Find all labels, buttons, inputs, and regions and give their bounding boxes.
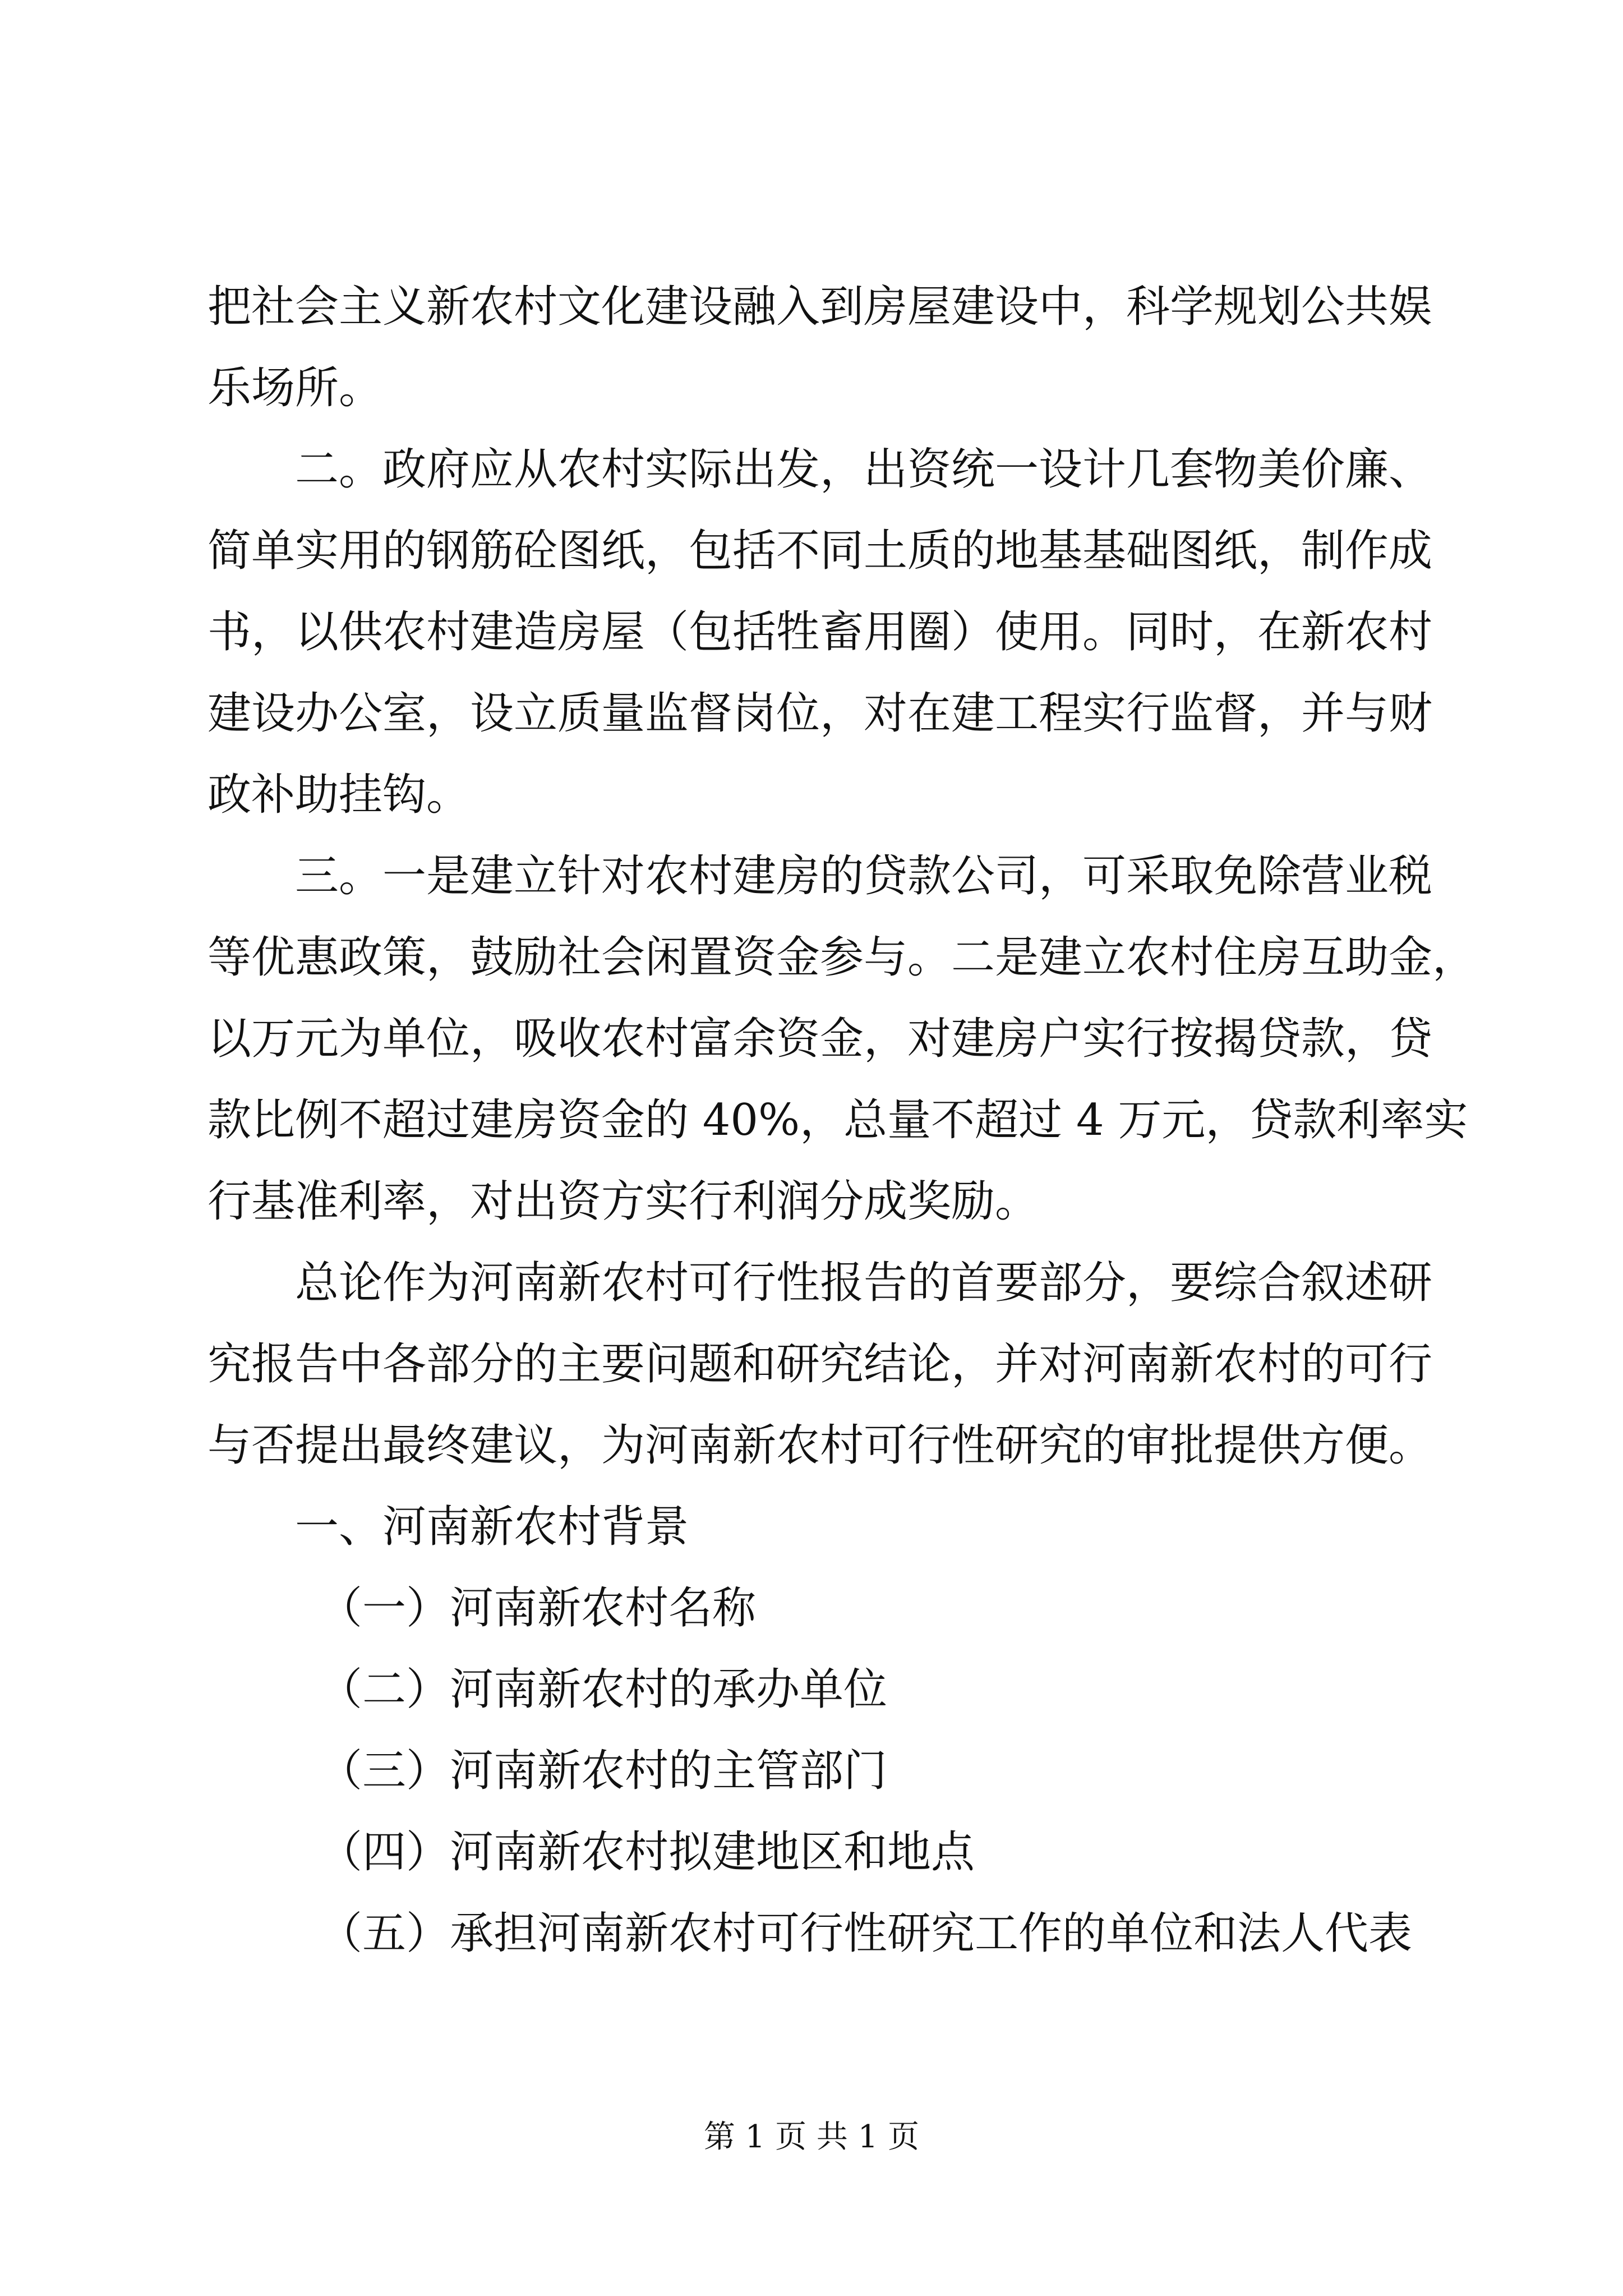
section-heading: 一、河南新农村背景 bbox=[295, 1502, 689, 1552]
text-line: 与否提出最终建议，为河南新农村可行性研究的审批提供方便。 bbox=[208, 1420, 1433, 1471]
list-item: （二）河南新农村的承办单位 bbox=[319, 1664, 888, 1715]
text-line: 行基准利率，对出资方实行利润分成奖励。 bbox=[208, 1176, 1039, 1227]
text-line: 书，以供农村建造房屋（包括牲畜用圈）使用。同时，在新农村 bbox=[208, 607, 1433, 657]
text-line: 政补助挂钩。 bbox=[208, 770, 471, 820]
text-line: 乐场所。 bbox=[208, 363, 383, 413]
paragraph-heading-2: 二。政府应从农村实际出发，出资统一设计几套物美价廉、 bbox=[295, 444, 1433, 495]
text-line: 究报告中各部分的主要问题和研究结论，并对河南新农村的可行 bbox=[208, 1339, 1433, 1389]
list-item: （一）河南新农村名称 bbox=[319, 1583, 757, 1634]
list-item: （五）承担河南新农村可行性研究工作的单位和法人代表 bbox=[319, 1908, 1413, 1959]
text-line: 等优惠政策，鼓励社会闲置资金参与。二是建立农村住房互助金， bbox=[208, 932, 1477, 983]
text-line: 建设办公室，设立质量监督岗位，对在建工程实行监督，并与财 bbox=[208, 688, 1433, 739]
document-body bbox=[208, 266, 1477, 1975]
text-line: 简单实用的钢筋砼图纸，包括不同土质的地基基础图纸，制作成 bbox=[208, 526, 1433, 576]
page-number: 第 1 页 共 1 页 bbox=[703, 2119, 920, 2155]
text-line: 款比例不超过建房资金的 40%，总量不超过 4 万元，贷款利率实 bbox=[208, 1095, 1468, 1145]
list-item: （四）河南新农村拟建地区和地点 bbox=[319, 1827, 975, 1878]
list-item: （三）河南新农村的主管部门 bbox=[319, 1746, 888, 1796]
paragraph-summary: 总论作为河南新农村可行性报告的首要部分，要综合叙述研 bbox=[295, 1258, 1433, 1308]
text-line: 以万元为单位，吸收农村富余资金，对建房户实行按揭贷款，贷 bbox=[208, 1014, 1433, 1064]
text-line: 把社会主义新农村文化建设融入到房屋建设中，科学规划公共娱 bbox=[208, 282, 1433, 332]
paragraph-heading-3: 三。一是建立针对农村建房的贷款公司，可采取免除营业税 bbox=[295, 851, 1433, 901]
